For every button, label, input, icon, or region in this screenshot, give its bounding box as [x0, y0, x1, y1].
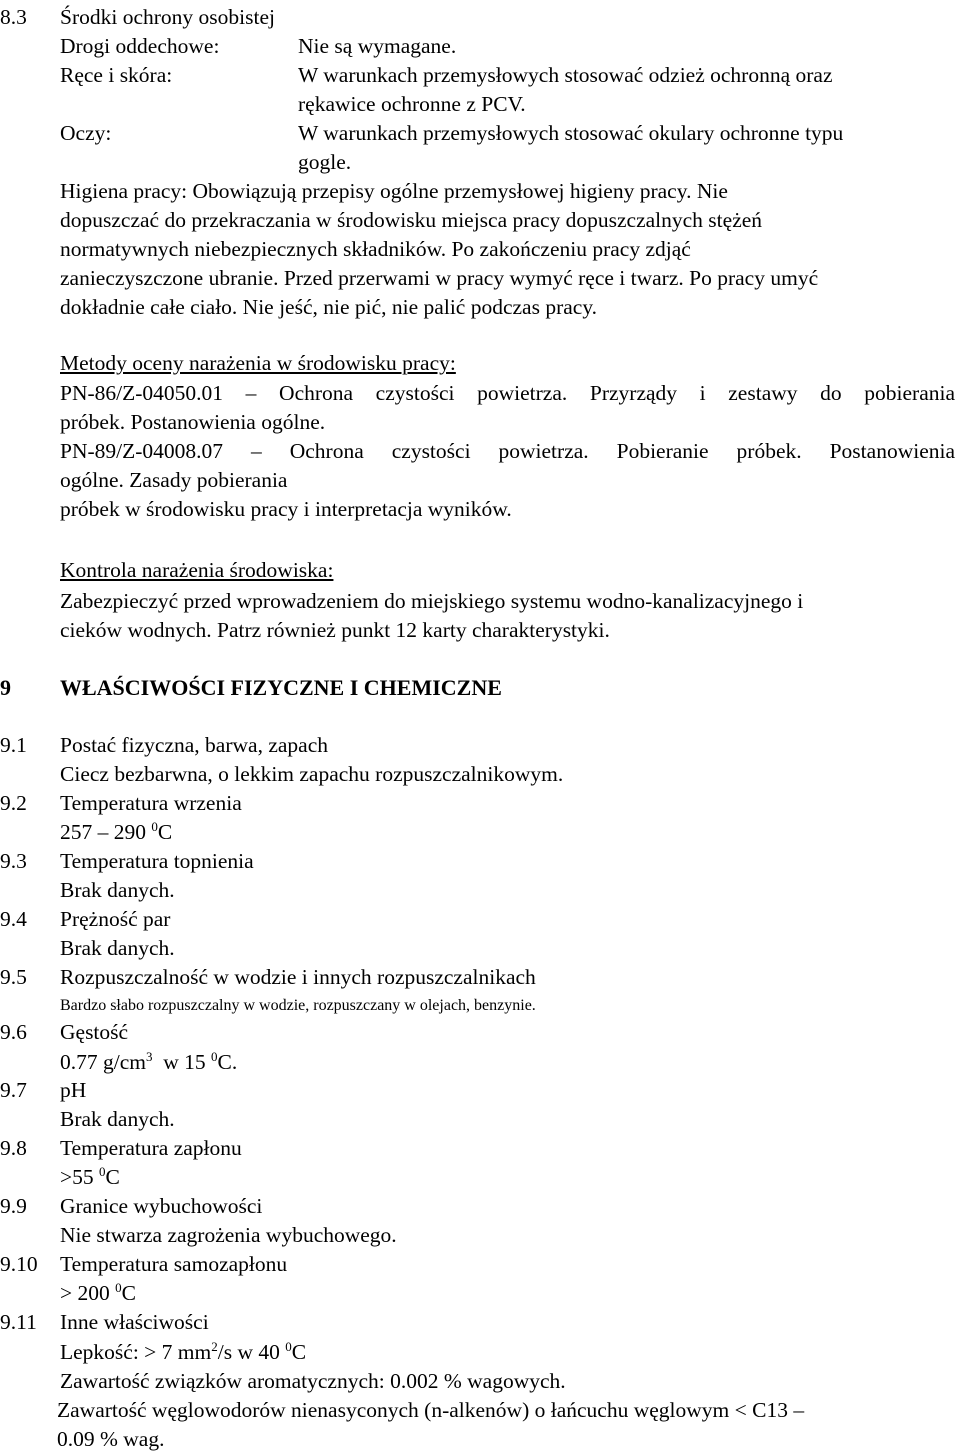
- item-label: Temperatura zapłonu: [60, 1136, 242, 1160]
- viscosity-value: Lepkość: > 7 $mm^2/s$ w 40 $^0$C: [60, 1339, 307, 1364]
- item-number: 9.5: [0, 965, 27, 989]
- respiratory-label: Drogi oddechowe:: [60, 34, 220, 58]
- text-line: PN-89/Z-04008.07 – Ochrona czystości powietrza. Pobieranie próbek. Postanowienia: [60, 439, 955, 463]
- item-value: Bardzo słabo rozpuszczalny w wodzie, rozpuszczany w olejach, benzynie.: [60, 997, 536, 1014]
- text-line: zanieczyszczone ubranie. Przed przerwami w pracy wymyć ręce i twarz. Po pracy umyć: [60, 266, 819, 290]
- item-number: 9.9: [0, 1194, 27, 1218]
- hands-value: W warunkach przemysłowych stosować odzież ochronną oraz: [298, 63, 833, 87]
- item-label: Temperatura topnienia: [60, 849, 254, 873]
- item-number: 9.7: [0, 1078, 27, 1102]
- item-number: 9.2: [0, 791, 27, 815]
- item-value: Ciecz bezbarwna, o lekkim zapachu rozpuszczalnikowym.: [60, 762, 564, 786]
- item-number: 9.4: [0, 907, 27, 931]
- text-line: Higiena pracy: Obowiązują przepisy ogólne przemysłowej higieny pracy. Nie: [60, 179, 728, 203]
- section-title: WŁAŚCIWOŚCI FIZYCZNE I CHEMICZNE: [60, 675, 502, 700]
- item-label: Prężność par: [60, 907, 171, 931]
- item-value: >55 $^0$C: [60, 1164, 120, 1189]
- item-label: Postać fizyczna, barwa, zapach: [60, 733, 329, 757]
- eyes-value: gogle.: [298, 150, 352, 174]
- section-title: Środki ochrony osobistej: [60, 5, 275, 29]
- section-number: 9: [0, 675, 11, 700]
- methods-heading: Metody oceny narażenia w środowisku pracy:: [60, 351, 456, 375]
- eyes-value: W warunkach przemysłowych stosować okulary ochronne typu: [298, 121, 844, 145]
- item-value: Brak danych.: [60, 936, 175, 960]
- text-line: ogólne. Zasady pobierania: [60, 468, 288, 492]
- text-line: próbek w środowisku pracy i interpretacja wyników.: [60, 497, 512, 521]
- item-number: 9.11: [0, 1310, 37, 1334]
- item-label: Granice wybuchowości: [60, 1194, 263, 1218]
- text-line: PN-86/Z-04050.01 – Ochrona czystości powietrza. Przyrządy i zestawy do pobierania: [60, 381, 955, 405]
- respiratory-value: Nie są wymagane.: [298, 34, 457, 58]
- item-label: Temperatura wrzenia: [60, 791, 242, 815]
- item-label: Inne właściwości: [60, 1310, 209, 1334]
- olefin-content: Zawartość węglowodorów nienasyconych (n-alkenów) o łańcuchu węglowym < C13 –: [57, 1398, 805, 1422]
- item-value: 0.77 $g/cm^3$ w 15 $^0$C.: [60, 1049, 238, 1074]
- environment-heading: Kontrola narażenia środowiska:: [60, 558, 334, 582]
- item-value: Nie stwarza zagrożenia wybuchowego.: [60, 1223, 397, 1247]
- item-number: 9.8: [0, 1136, 27, 1160]
- hands-value: rękawice ochronne z PCV.: [298, 92, 526, 116]
- text-line: dopuszczać do przekraczania w środowisku miejsca pracy dopuszczalnych stężeń: [60, 208, 763, 232]
- item-value: > 200 $^0$C: [60, 1280, 136, 1305]
- olefin-content: 0.09 % wag.: [57, 1427, 165, 1451]
- item-value: 257 – 290 $^0$C: [60, 819, 173, 844]
- aromatic-content: Zawartość związków aromatycznych: 0.002 % wagowych.: [60, 1369, 566, 1393]
- text-line: normatywnych niebezpiecznych składników. Po zakończeniu pracy zdjąć: [60, 237, 691, 261]
- text-line: cieków wodnych. Patrz również punkt 12 karty charakterystyki.: [60, 618, 610, 642]
- item-label: Gęstość: [60, 1020, 129, 1044]
- text-line: próbek. Postanowienia ogólne.: [60, 410, 326, 434]
- hands-label: Ręce i skóra:: [60, 63, 173, 87]
- item-value: Brak danych.: [60, 1107, 175, 1131]
- section-number: 8.3: [0, 5, 27, 29]
- item-label: Temperatura samozapłonu: [60, 1252, 288, 1276]
- item-number: 9.1: [0, 733, 27, 757]
- text-line: Zabezpieczyć przed wprowadzeniem do miejskiego systemu wodno-kanalizacyjnego i: [60, 589, 804, 613]
- item-value: Brak danych.: [60, 878, 175, 902]
- eyes-label: Oczy:: [60, 121, 112, 145]
- item-number: 9.10: [0, 1252, 38, 1276]
- item-label: pH: [60, 1078, 87, 1102]
- item-label: Rozpuszczalność w wodzie i innych rozpuszczalnikach: [60, 965, 536, 989]
- item-number: 9.3: [0, 849, 27, 873]
- item-number: 9.6: [0, 1020, 27, 1044]
- text-line: dokładnie całe ciało. Nie jeść, nie pić, nie palić podczas pracy.: [60, 295, 598, 319]
